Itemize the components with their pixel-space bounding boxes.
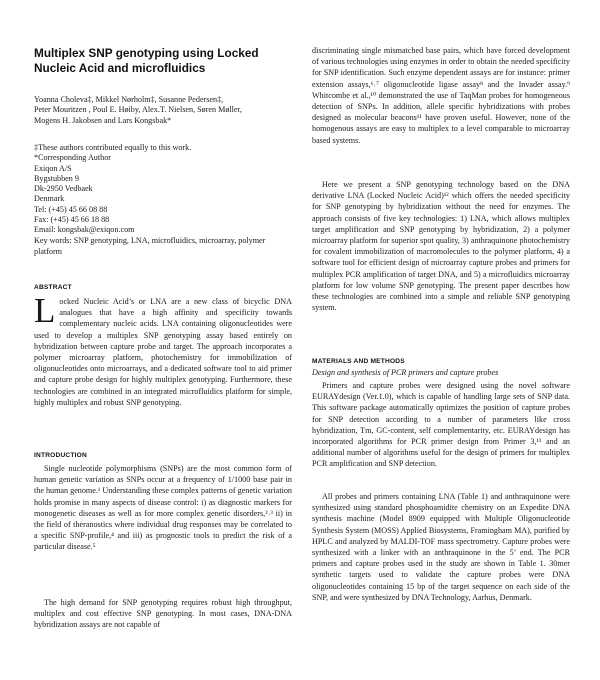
methods-subheading: Design and synthesis of PCR primers and capture probes [312,368,499,377]
affiliation-line: Fax: (+45) 45 66 18 88 [34,215,110,225]
abstract-text [34,291,292,408]
author-line: Peter Mouritzen , Poul E. Høiby, Alex.T. Nielsen, Søren Møller, [34,105,242,115]
affiliation-line: Bygstubben 9 [34,173,79,183]
affiliation-line: Tel: (+45) 45 66 08 88 [34,204,108,214]
affiliation-line: Exiqon A/S [34,163,72,173]
abstract-dropcap: L [34,291,56,330]
affiliation-line: Denmark [34,194,65,204]
affiliation-line: Email: kongsbak@exiqon.com [34,225,135,235]
affiliation-block [34,143,292,236]
abstract-body: ocked Nucleic Acid’s or LNA are a new class of bicyclic DNA analogues that have a high affinity and specificity towards complementary nucleic acids. LNA containing oligonucleotides were used to develop a multiplex SNP genotyping assay based entirely on hybridization between capture probe and target. The approach incorporates a polymer microarray platform, photochemistry for immobilization of oligonucleotides onto microarrays, and a dedicated software tool to aid primer and capture probe design for highly multiplex genotyping. Furthermore, these technologies are combined in an integrated microfluidics platform for simple, highly multiplex and robust SNP genotyping. [34,297,292,407]
body-paragraph: Here we present a SNP genotyping technology based on the DNA derivative LNA (Locked Nucleic Acid)¹² which offers the needed specificity for SNP genotyping by hybridization without the need for enzymes. The approach consists of five key technologies: 1) LNA, which allows multiplex target amplification and SNP genotyping by hybridization, 2) a polymer microarray platform for superior spot quality, 3) anthraquinone photochemistry for covalent immobilization of macromolecules to the polymer platform, 4) a software tool for efficient design of microarray capture probes and primers for multiplex PCR amplification of target DNA, and 5) a microfluidics microarray platform for low volume SNP genotyping. The present paper describes how these technologies are combined into a simple and reliable SNP genotyping system. [312,180,570,313]
author-line: Yoanna Choleva‡, Mikkel Nørholm‡, Susanne Pedersen‡, [34,95,224,104]
affiliation-line: *Corresponding Author [34,153,111,163]
author-line: Mogens H. Jakobsen and Lars Kongsbak* [34,115,172,125]
body-paragraph: discriminating single mismatched base pairs, which have forced development of various technologies using enzymes in order to obtain the needed specificity for SNP identification. Such enzyme dependent assays are for instance: primer extension assays,⁶˒⁷ oligonucleotide ligase assay⁸ and the Invader assay.⁹ Whitcombe et al.,¹⁰ demonstrated the use of TaqMan probes for homogeneous detection of SNPs. In addition, allele specific hybridizations with probes designed as molecular beacons¹¹ have proven useful. However, none of the homogenous assays are easy to multiplex to a level comparable to microarray based systems. [312,46,570,145]
methods-paragraph: All probes and primers containing LNA (Table 1) and anthraquinone were synthesized using standard phosphoamidite chemistry on an Expedite DNA synthesis machine (Model 8909 equipped with Multiple Oligonucleotide Synthesis System (MOSS) Applied Biosystems, Framingham MA), purified by HPLC and analyzed by MALDI-TOF mass spectrometry. Capture probes were synthesized with a linker with an anthraquinone in the 5’ end. The PCR primers and capture probes used in the study are shown in Table 1. 30mer synthetic targets used to validate the capture probes were DNA oligonucleotides containing 15 bp of the target sequence on each side of the SNP, and were synthesized by DNA Technology, Aarhus, Denmark. [312,492,570,602]
methods-paragraph: Primers and capture probes were designed using the novel software EURAYdesign (Ver.1.0), which is capable of handling large sets of SNP data. This software package automatically optimizes the position of capture probes for SNP detection according to a number of parameters like cross hybridization, Tm, GC-content, self complementarity, etc. EURAYdesign has incorporated algorithms for PCR primer design from Primer 3,¹³ and an additional number of algorithms useful for the design of primers for multiplex PCR amplification and SNP detection. [312,381,570,469]
methods-heading: MATERIALS AND METHODS [312,358,405,365]
keywords: Key words: SNP genotyping, LNA, microfluidics, microarray, polymer platform [34,236,266,257]
introduction-paragraph: Single nucleotide polymorphisms (SNPs) are the most common form of human genetic variation as SNPs occur at a frequency of 1/1000 base pair in the human genome.¹ Understanding these complex patterns of genetic variation holds promise in many aspects of disease control: i) as diagnostic markers for monogenetic diseases as well as for more complex genetic disorders,²˒³ ii) in the field of theranostics where individual drug responses may be correlated to a specific SNP-profile,⁴ and iii) as prognostic tools to predict the risk of a particular disease.⁵ [34,464,292,552]
author-list [34,95,292,126]
introduction-paragraph: The high demand for SNP genotyping requires robust high throughput, multiplex and cost effective SNP genotyping. In most cases, DNA-DNA hybridization assays are not capable of [34,598,292,630]
introduction-heading: INTRODUCTION [34,452,87,459]
abstract-heading: ABSTRACT [34,284,72,291]
affiliation-line: Dk-2950 Vedbaek [34,184,93,194]
affiliation-line: ‡These authors contributed equally to this work. [34,143,192,152]
paper-title: Multiplex SNP genotyping using Locked Nucleic Acid and microfluidics [34,46,259,75]
